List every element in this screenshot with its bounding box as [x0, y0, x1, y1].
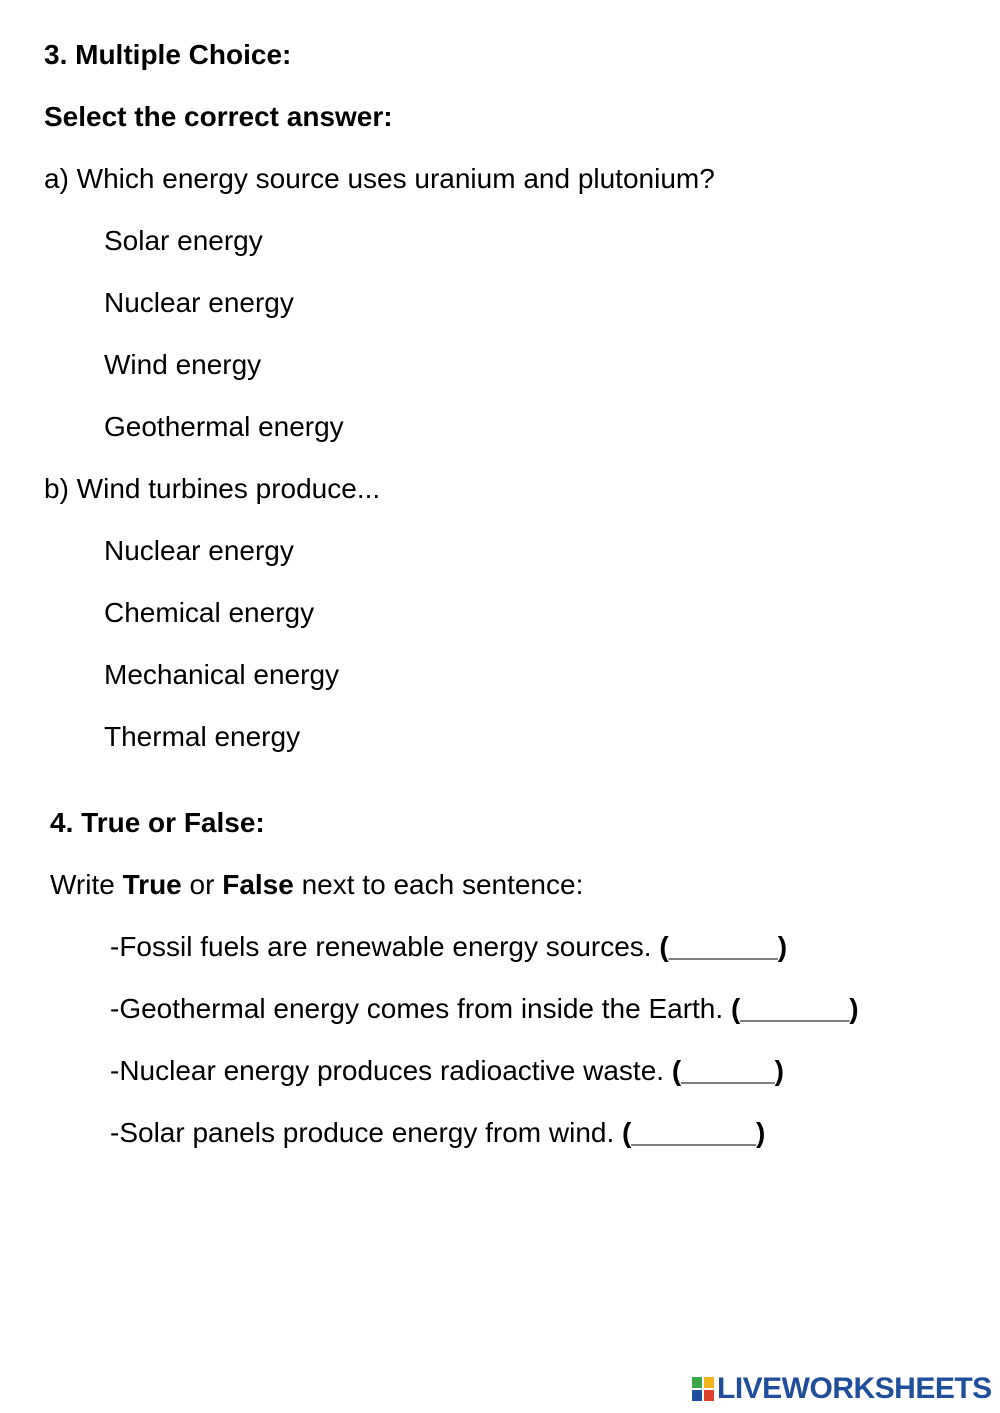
- option-a-4[interactable]: Geothermal energy: [104, 411, 344, 442]
- statement-4-blank[interactable]: (________): [622, 1117, 766, 1148]
- liveworksheets-logo: [692, 1372, 992, 1406]
- statement-1: [110, 930, 787, 964]
- statement-2-blank[interactable]: (_______): [730, 993, 859, 1024]
- option-b-3[interactable]: Mechanical energy: [104, 659, 340, 690]
- section3-instruction: Select the correct answer:: [44, 101, 393, 132]
- option-b-4[interactable]: Thermal energy: [104, 721, 301, 752]
- liveworksheets-logo-icon: [692, 1377, 714, 1401]
- option-a-1[interactable]: Solar energy: [104, 225, 263, 256]
- statement-3-text: -Nuclear energy produces radioactive waste.: [110, 1055, 672, 1086]
- option-a-2[interactable]: Nuclear energy: [104, 287, 294, 318]
- statement-4: [110, 1116, 765, 1150]
- statement-3: [110, 1054, 784, 1088]
- statement-3-blank[interactable]: (______): [671, 1055, 784, 1086]
- option-b-1[interactable]: Nuclear energy: [104, 535, 294, 566]
- instruction-part2: or: [181, 869, 223, 900]
- instruction-part1: Write: [50, 869, 123, 900]
- statement-1-blank[interactable]: (_______): [659, 931, 788, 962]
- question-a-prompt: a) Which energy source uses uranium and plutonium?: [44, 163, 715, 194]
- statement-2-text: -Geothermal energy comes from inside the Earth.: [110, 993, 731, 1024]
- question-b-prompt: b) Wind turbines produce...: [44, 473, 381, 504]
- option-b-2[interactable]: Chemical energy: [104, 597, 315, 628]
- section3-title: 3. Multiple Choice:: [44, 39, 292, 70]
- instruction-true-word: True: [122, 869, 182, 900]
- option-a-3[interactable]: Wind energy: [104, 349, 262, 380]
- section4-title: 4. True or False:: [50, 807, 265, 838]
- section4-instruction: [50, 868, 583, 902]
- instruction-part3: next to each sentence:: [293, 869, 584, 900]
- statement-1-text: -Fossil fuels are renewable energy sources.: [110, 931, 660, 962]
- liveworksheets-logo-text: LIVEWORKSHEETS: [717, 1372, 992, 1405]
- instruction-false-word: False: [222, 869, 294, 900]
- statement-2: [110, 992, 859, 1026]
- statement-4-text: -Solar panels produce energy from wind.: [110, 1117, 623, 1148]
